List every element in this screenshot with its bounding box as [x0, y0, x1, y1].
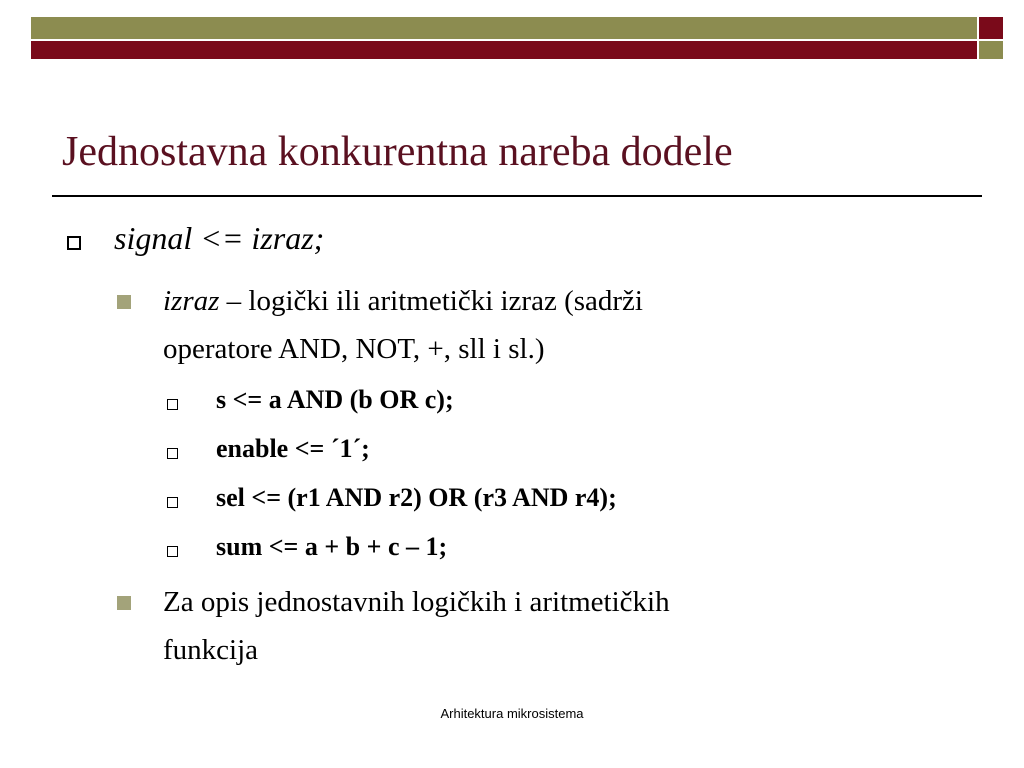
- header-band-olive: [31, 17, 977, 39]
- slide-footer: Arhitektura mikrosistema: [440, 706, 584, 721]
- bullet-small-hollow-icon: [167, 546, 178, 557]
- example-1: s <= a AND (b OR c);: [216, 385, 454, 414]
- bullet-main-text: signal <= izraz;: [114, 220, 325, 256]
- bullet-filled-icon: [117, 295, 131, 309]
- bullet-za-opis-line2: funkcija: [163, 634, 259, 666]
- bullet-izraz-line2: operatore AND, NOT, +, sll i sl.): [163, 333, 545, 365]
- example-2: enable <= ´1´;: [216, 434, 370, 463]
- example-3: sel <= (r1 AND r2) OR (r3 AND r4);: [216, 483, 617, 512]
- header-square-red: [979, 17, 1003, 39]
- izraz-description: – logički ili aritmetički izraz (sadrži: [219, 285, 643, 317]
- header-band-red: [31, 40, 977, 59]
- bullet-filled-icon: [117, 596, 131, 610]
- bullet-hollow-icon: [67, 236, 81, 250]
- bullet-small-hollow-icon: [167, 399, 178, 410]
- bullet-small-hollow-icon: [167, 448, 178, 459]
- header-square-olive: [979, 40, 1003, 59]
- bullet-small-hollow-icon: [167, 497, 178, 508]
- bullet-za-opis-line1: Za opis jednostavnih logičkih i aritmetičkih: [163, 586, 670, 618]
- example-4: sum <= a + b + c – 1;: [216, 532, 448, 561]
- izraz-term: izraz: [163, 285, 220, 317]
- slide-title: Jednostavna konkurentna nareba dodele: [62, 129, 733, 175]
- title-divider: [52, 195, 982, 197]
- bullet-izraz-line1: [163, 280, 643, 323]
